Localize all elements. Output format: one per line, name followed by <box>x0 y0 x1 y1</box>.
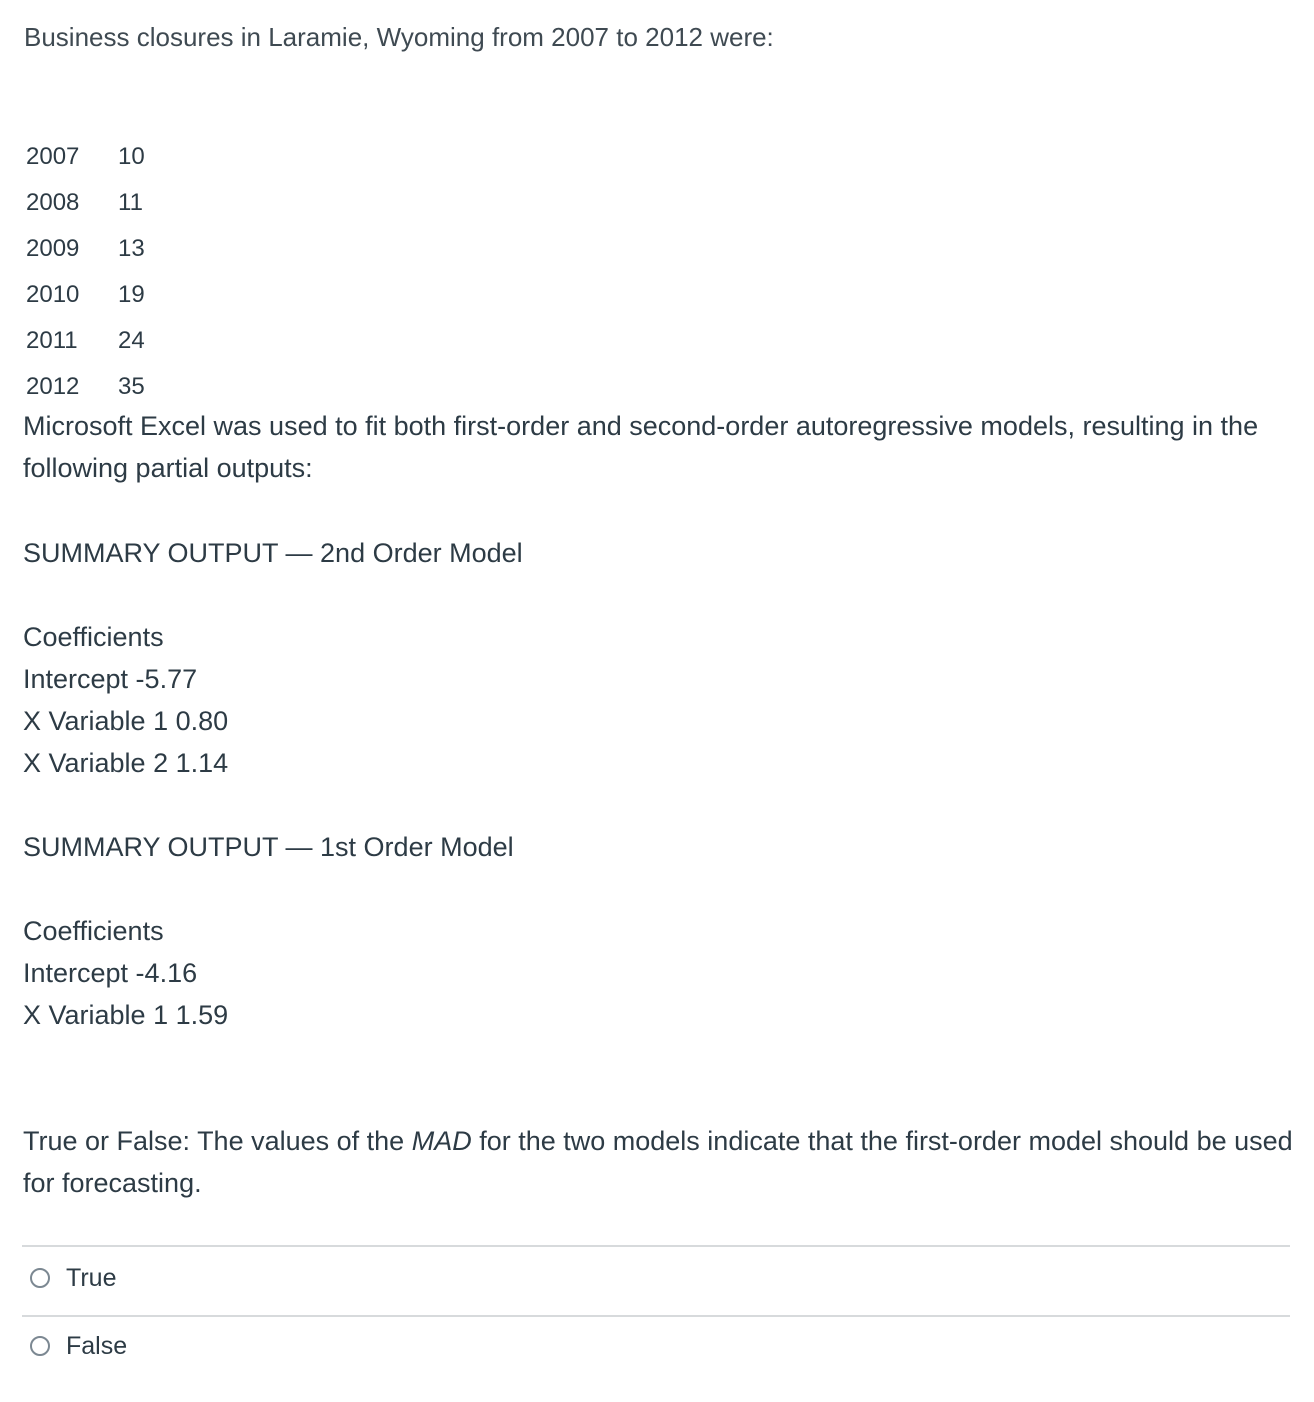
answer-option-false[interactable] <box>30 1326 127 1366</box>
value-cell: 35 <box>118 373 145 400</box>
answer-label: False <box>66 1331 128 1360</box>
year-cell: 2007 <box>26 143 80 170</box>
second-order-x2: X Variable 2 1.14 <box>23 748 229 778</box>
year-cell: 2011 <box>26 327 78 354</box>
answer-option-true[interactable] <box>30 1258 116 1298</box>
first-order-title: SUMMARY OUTPUT — 1st Order Model <box>23 832 514 862</box>
table-row <box>26 134 178 180</box>
second-order-coef-header: Coefficients <box>23 622 164 652</box>
value-cell: 10 <box>118 143 145 170</box>
value-cell: 13 <box>118 235 145 262</box>
closures-table <box>26 134 178 410</box>
second-order-x1: X Variable 1 0.80 <box>23 706 229 736</box>
year-cell: 2009 <box>26 235 80 262</box>
table-row <box>26 272 178 318</box>
value-cell: 19 <box>118 281 145 308</box>
question-intro: Business closures in Laramie, Wyoming from 2007 to 2012 were: <box>24 22 774 52</box>
first-order-intercept: Intercept -4.16 <box>23 958 198 988</box>
year-cell: 2012 <box>26 373 80 400</box>
question-prompt <box>23 1120 1293 1204</box>
context-paragraph: Microsoft Excel was used to fit both first-order and second-order autoregressive models, resulting in the following partial outputs: <box>23 411 1259 483</box>
year-cell: 2008 <box>26 189 80 216</box>
answer-divider <box>22 1315 1290 1317</box>
radio-button-false[interactable] <box>30 1336 50 1356</box>
first-order-x1: X Variable 1 1.59 <box>23 1000 229 1030</box>
table-row <box>26 180 178 226</box>
prompt-text-before: True or False: The values of the <box>23 1126 412 1156</box>
first-order-coef-header: Coefficients <box>23 916 164 946</box>
second-order-intercept: Intercept -5.77 <box>23 664 198 694</box>
table-row <box>26 226 178 272</box>
table-row <box>26 364 178 410</box>
year-cell: 2010 <box>26 281 80 308</box>
prompt-mad-term: MAD <box>411 1126 472 1156</box>
second-order-title: SUMMARY OUTPUT — 2nd Order Model <box>23 538 523 568</box>
value-cell: 24 <box>118 327 145 354</box>
table-row <box>26 318 178 364</box>
prompt-text-after: for the two models indicate that the first-order model should be used for forecasting. <box>23 1126 1293 1198</box>
answer-label: True <box>66 1263 117 1292</box>
radio-button-true[interactable] <box>30 1268 50 1288</box>
answer-divider <box>22 1245 1290 1247</box>
value-cell: 11 <box>118 189 143 216</box>
